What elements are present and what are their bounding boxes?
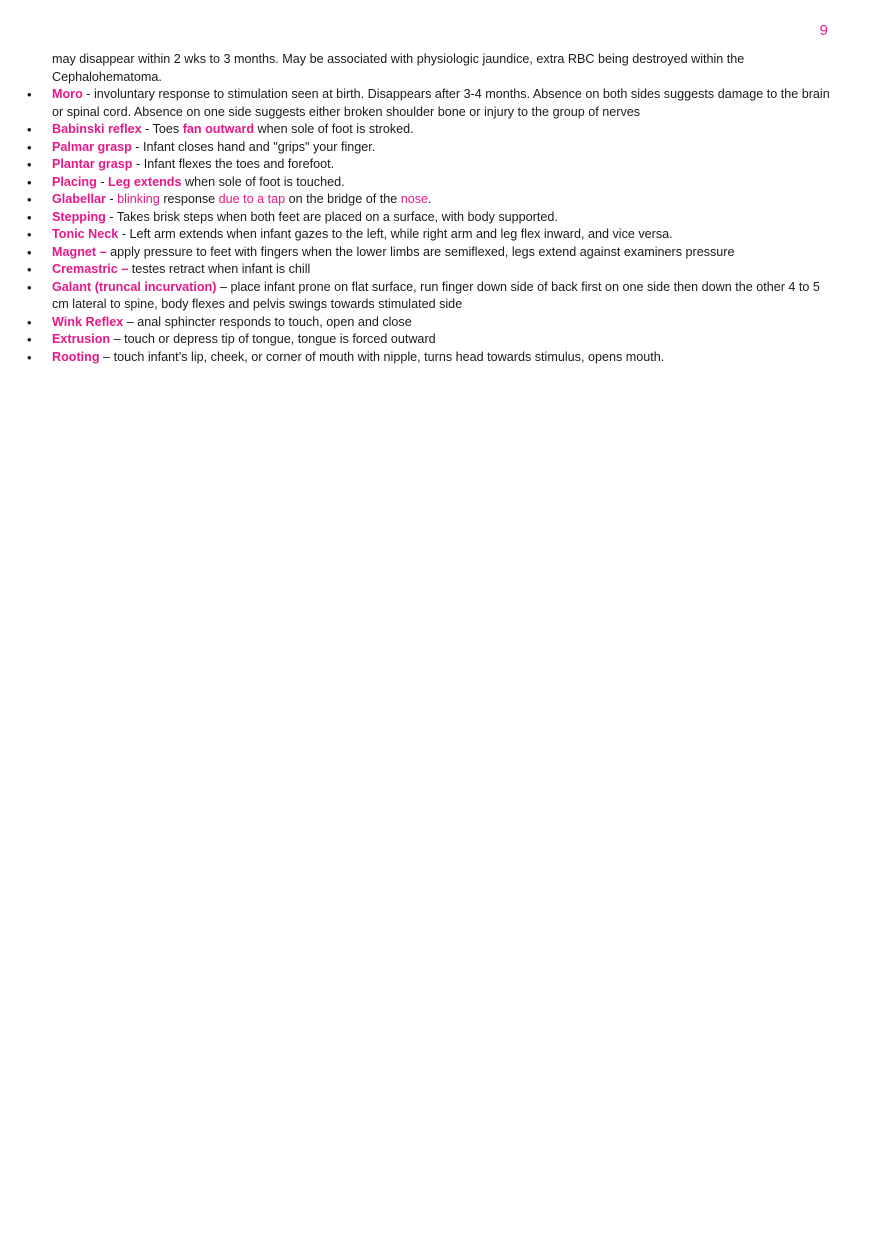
reflex-list-item bbox=[52, 331, 832, 349]
continuation-paragraph: may disappear within 2 wks to 3 months. May be associated with physiologic jaundice, extra RBC being destroyed within the Cephalohematoma. bbox=[52, 52, 745, 84]
reflex-list-item bbox=[52, 314, 832, 332]
reflex-term: Moro bbox=[52, 87, 83, 101]
document-body bbox=[52, 51, 832, 366]
description-text: - Toes bbox=[141, 122, 183, 136]
reflex-list-item bbox=[52, 174, 832, 192]
reflex-list-item bbox=[52, 191, 832, 209]
highlight-text: nose bbox=[400, 192, 429, 206]
highlight-text: blinking bbox=[117, 192, 160, 206]
reflex-term: Galant (truncal incurvation) bbox=[52, 279, 217, 294]
highlight-text: due to a tap bbox=[218, 192, 286, 206]
description-text: – anal sphincter responds to touch, open and close bbox=[123, 314, 412, 329]
reflex-list bbox=[52, 86, 832, 366]
reflex-list-item bbox=[52, 86, 832, 121]
description-text: - bbox=[105, 192, 118, 206]
reflex-term: Palmar grasp bbox=[52, 139, 132, 154]
description-text: – touch infant’s lip, cheek, or corner of mouth with nipple, turns head towards stimulus, opens mouth. bbox=[99, 349, 665, 364]
reflex-term: Wink Reflex bbox=[52, 314, 124, 329]
reflex-list-item bbox=[52, 261, 832, 279]
reflex-term: Plantar grasp bbox=[52, 157, 133, 171]
reflex-list-item bbox=[52, 139, 832, 157]
description-text: - Left arm extends when infant gazes to the left, while right arm and leg flex inward, and vice versa. bbox=[118, 227, 673, 241]
reflex-term: Stepping bbox=[52, 209, 106, 224]
description-text: . bbox=[428, 192, 432, 206]
description-text: on the bridge of the bbox=[285, 192, 401, 206]
description-text: apply pressure to feet with fingers when the lower limbs are semiflexed, legs extend against examiners pressure bbox=[106, 244, 735, 259]
reflex-list-item bbox=[52, 209, 832, 227]
description-text: when sole of foot is touched. bbox=[181, 174, 345, 189]
reflex-term: Tonic Neck bbox=[52, 227, 119, 241]
reflex-list-item bbox=[52, 156, 832, 174]
reflex-term: Placing bbox=[52, 174, 97, 189]
reflex-list-item bbox=[52, 121, 832, 139]
description-text: – touch or depress tip of tongue, tongue is forced outward bbox=[110, 332, 436, 346]
reflex-term: fan outward bbox=[182, 122, 255, 136]
reflex-term: Leg extends bbox=[108, 174, 182, 189]
description-text: testes retract when infant is chill bbox=[128, 262, 311, 276]
reflex-list-item bbox=[52, 226, 832, 244]
description-text: response bbox=[159, 192, 219, 206]
reflex-list-item bbox=[52, 244, 832, 262]
reflex-term: Babinski reflex bbox=[52, 122, 142, 136]
reflex-list-item bbox=[52, 279, 832, 314]
description-text: when sole of foot is stroked. bbox=[254, 122, 414, 136]
reflex-term: Extrusion bbox=[52, 332, 111, 346]
description-text: - Infant flexes the toes and forefoot. bbox=[132, 157, 335, 171]
description-text: - involuntary response to stimulation seen at birth. Disappears after 3-4 months. Absence on both sides suggests damage to the brain or spinal cord. Absence on one side suggests either broken shoulder bone or injury to the group of nerves bbox=[52, 87, 830, 119]
reflex-term: Glabellar bbox=[52, 192, 106, 206]
description-text: - Infant closes hand and "grips" your finger. bbox=[131, 139, 376, 154]
description-text: – place infant prone on flat surface, run finger down side of back first on one side then down the other 4 to 5 cm lateral to spine, body flexes and pelvis swings towards stimulated side bbox=[52, 279, 820, 311]
reflex-term: Cremastric – bbox=[52, 262, 129, 276]
reflex-term: Rooting bbox=[52, 349, 100, 364]
page-number: 9 bbox=[819, 22, 828, 39]
reflex-list-item bbox=[52, 349, 832, 367]
description-text: - bbox=[96, 174, 108, 189]
description-text: - Takes brisk steps when both feet are placed on a surface, with body supported. bbox=[105, 209, 558, 224]
reflex-term: Magnet – bbox=[52, 244, 107, 259]
